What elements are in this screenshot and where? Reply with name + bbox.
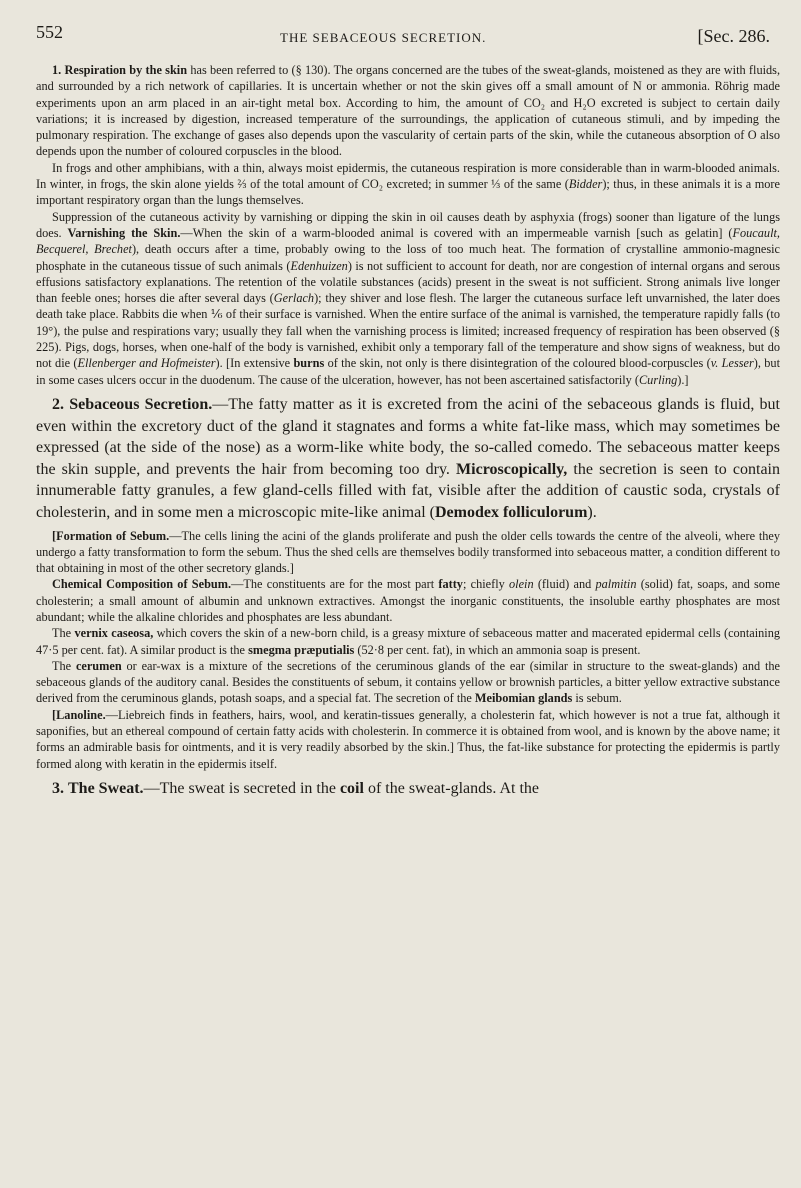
paragraph-the-sweat: 3. The Sweat.—The sweat is secreted in the coil of the sweat-glands. At the: [52, 779, 540, 797]
section-reference: [Sec. 286.: [697, 26, 770, 46]
paragraph-formation-of-sebum: [Formation of Sebum.—The cells lining the acini of the glands proliferate and push the older cells towards the centre of the alveoli, where they undergo a fatty transformation to form the sebum. Thus the shed cells are themselves bodily transformed into sebaceous matter, a condition different to that obtaining in most of the other secretory glands.]: [36, 528, 780, 576]
citation: Curling: [638, 372, 678, 387]
paragraph-lanoline: [Lanoline.—Liebreich finds in feathers, hairs, wool, and keratin-tissues generally, a cholesterin fat, which however is not a true fat, although it saponifies, but an ethereal compound of certain fatty acids with cholesterin. In commerce it is obtained from wool, and is known by the above name; it forms an admirable basis for ointments, and it is very readily absorbed by the skin.] Thus, the fat-like substance for protecting the epidermis is partly formed along with keratin in the epidermis itself.: [36, 707, 780, 771]
citation: Edenhuizen: [290, 258, 348, 273]
emphasis: olein: [509, 577, 534, 592]
paragraph-skin-respiration: 1. Respiration by the skin has been referred to (§ 130). The organs concerned are the tubes of the sweat-glands, moistened as they are with fluids, and surrounded by a rich network of capillaries. It is uncertain whether or not the skin gives off a small amount of N or ammonia. Röhrig made experiments upon an arm placed in an air-tight metal box. According to him, the amount of CO₂ and H₂O excreted is subject to certain daily variations; it is increased by digestion, increased temperature of the surroundings, the application of cutaneous stimuli, and by impeding the pulmonary respiration. The exchange of gases also depends upon the vascularity of certain parts of the skin, while the cutaneous absorption of O also depends upon the number of coloured corpuscles in the blood.: [36, 63, 780, 159]
running-title: THE SEBACEOUS SECRETION.: [280, 30, 487, 45]
small-print-block-1: [36, 62, 780, 388]
citation: Foucault, Becquerel, Brechet: [36, 225, 780, 257]
item-number: 3.: [52, 779, 64, 797]
page: [36, 22, 780, 1172]
emphasis: smegma præputialis: [248, 642, 355, 657]
emphasis: burns: [293, 356, 325, 371]
emphasis: Meibomian glands: [474, 691, 573, 706]
emphasis: Demodex folliculorum: [434, 503, 588, 521]
paragraph-heading: [Lanoline.: [52, 707, 106, 722]
section-heading: The Sweat.: [68, 779, 144, 797]
paragraph-chemical-composition: Chemical Composition of Sebum.—The constituents are for the most part fatty; chiefly olein (fluid) and palmitin (solid) fat, soaps, and some cholesterin; a small amount of albumin and unknown extractives. Amongst the inorganic constituents, the insoluble earthy phosphates are most abundant; while the alkaline chlorides and phosphates are less abundant.: [36, 577, 780, 624]
page-header: [36, 22, 780, 62]
emphasis: palmitin: [595, 577, 637, 592]
item-number: 2.: [52, 395, 64, 413]
small-print-block-2: [36, 528, 780, 772]
emphasis: vernix caseosa,: [74, 626, 154, 641]
paragraph-vernix-caseosa: The vernix caseosa, which covers the skin of a new-born child, is a greasy mixture of sebaceous matter and macerated epidermal cells (containing 47·5 per cent. fat). A similar product is the smegma præputialis (52·8 per cent. fat), in which an ammonia soap is present.: [36, 626, 780, 657]
page-number: 552: [36, 22, 63, 42]
citation: Bidder: [568, 177, 603, 192]
citation: Gerlach: [273, 291, 315, 306]
paragraph-cerumen: The cerumen or ear-wax is a mixture of the secretions of the ceruminous glands of the ear (similar in structure to the sweat-glands) and the sebaceous glands of the auditory canal. Besides the constituents of sebum, it contains yellow or brownish particles, a bitter yellow extractive substance derived from the ceruminous glands, potash soaps, and a special fat. The secretion of the Meibomian glands is sebum.: [36, 658, 780, 706]
emphasis: fatty: [438, 577, 463, 592]
emphasis: Microscopically,: [456, 460, 568, 478]
emphasis: coil: [339, 779, 364, 797]
paragraph-heading: Chemical Composition of Sebum.: [52, 577, 232, 592]
citation: v. Lesser: [710, 356, 754, 371]
emphasis: cerumen: [75, 658, 122, 673]
item-number: 1.: [52, 63, 62, 77]
paragraph-heading: Varnishing the Skin.: [67, 225, 181, 240]
paragraph-sebaceous-secretion: 2. Sebaceous Secretion.—The fatty matter as it is excreted from the acini of the sebaceous glands is fluid, but even within the excretory duct of the gland it stagnates and forms a white fat-like mass, which may sometimes be expressed (at the side of the nose) as a worm-like white body, the so-called comedo. The sebaceous matter keeps the skin supple, and prevents the hair from becoming too dry. Microscopically, the secretion is seen to contain innumerable fatty granules, a few gland-cells filled with fat, visible after the addition of caustic soda, crystals of cholesterin, and in some men a microscopic mite-like animal (Demodex folliculorum).: [36, 395, 780, 521]
section-heading: Sebaceous Secretion.: [69, 395, 213, 413]
paragraph-heading: Respiration by the skin: [64, 63, 188, 77]
paragraph-varnishing: Suppression of the cutaneous activity by varnishing or dipping the skin in oil causes death by asphyxia (frogs) sooner than ligature of the lungs does. Varnishing the Skin.—When the skin of a warm-blooded animal is covered with an impermeable varnish [such as gelatin] (Foucault, Becquerel, Brechet), death occurs after a time, probably owing to the loss of too much heat. The formation of crystalline ammonio-magnesic phosphate in the cutaneous tissue of such animals (Edenhuizen) is not sufficient to account for death, nor are congestion of internal organs and serous effusions satisfactory explanations. The retention of the volatile substances (acids) present in the sweat is not sufficient. Strong animals live longer than feeble ones; horses die after several days (Gerlach); they shiver and lose flesh. The larger the cutaneous surface left unvarnished, the later does death take place. Rabbits die when ⅙ of their surface is varnished. When the entire surface of the animal is varnished, the temperature rapidly falls (to 19°), the pulse and respirations vary; usually they fall when the varnishing process is limited; increased frequency of respiration has been observed (§ 225). Pigs, dogs, horses, when one-half of the body is varnished, exhibit only a temporary fall of the temperature and show signs of weakness, but do not die (Ellenberger and Hofmeister). [In extensive burns of the skin, not only is there disintegration of the coloured blood-corpuscles (v. Lesser), but in some cases ulcers occur in the duodenum. The cause of the ulceration, however, has not been ascertained satisfactorily (Curling).]: [36, 209, 780, 387]
paragraph-amphibians: In frogs and other amphibians, with a thin, always moist epidermis, the cutaneous respiration is more considerable than in warm-blooded animals. In winter, in frogs, the skin alone yields ⅔ of the total amount of CO₂ excreted; in summer ⅓ of the same (Bidder); thus, in these animals it is a more important respiratory organ than the lungs themselves.: [36, 160, 780, 208]
citation: Ellenberger and Hofmeister: [77, 356, 216, 371]
paragraph-heading: [Formation of Sebum.: [52, 528, 170, 543]
